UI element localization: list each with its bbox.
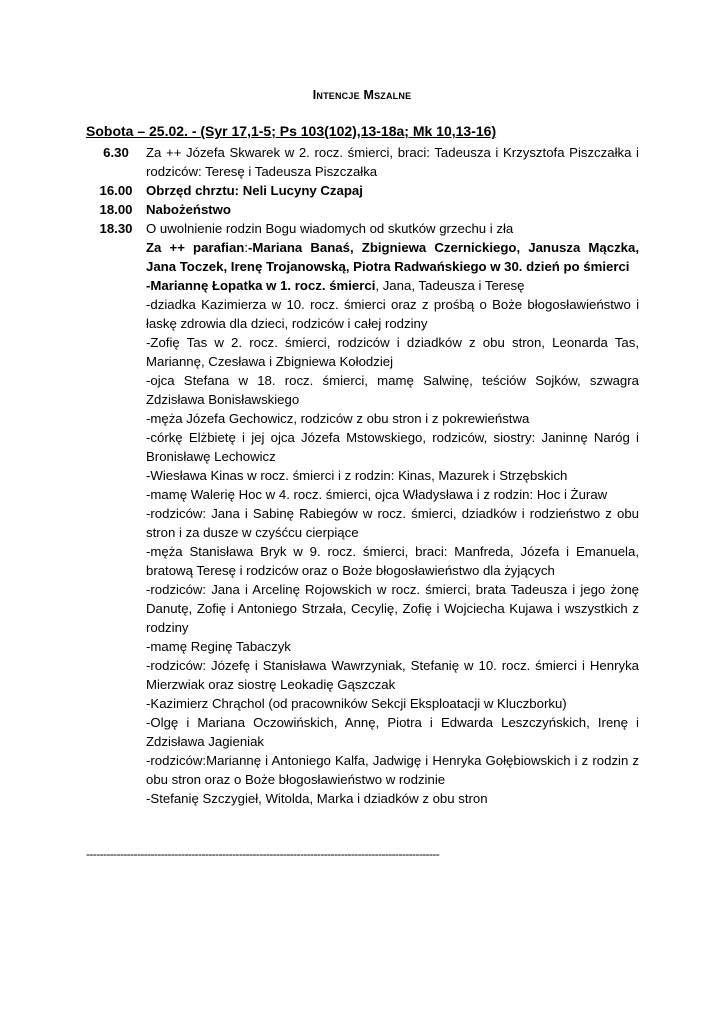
intention-item: -mamę Walerię Hoc w 4. rocz. śmierci, ojca Władysława i z rodzin: Hoc i Żuraw [146, 487, 608, 502]
intention-item: -córkę Elżbietę i jej ojca Józefa Mstowskiego, rodziców, siostry: Janinnę Naróg i Bronisławę Lechowicz [146, 430, 639, 464]
mass-time: 18.00 [99, 202, 133, 217]
mass-time: 18.30 [99, 221, 133, 236]
intention-entry [86, 143, 639, 181]
intention-item: -Stefanię Szczygieł, Witolda, Marka i dziadków z obu stron [146, 791, 488, 806]
intention-item: -męża Stanisława Bryk w 9. rocz. śmierci, braci: Manfreda, Józefa i Emanuela, bratową Teresę i rodziców oraz o Boże błogosławieństwo dla żyjących [146, 544, 639, 578]
intention-item [146, 276, 639, 295]
document-title [0, 88, 724, 102]
intention-item: -Kazimierz Chrąchol (od pracowników Sekcji Eksploatacji w Kluczborku) [146, 696, 567, 711]
mass-time: 16.00 [99, 183, 133, 198]
intention-item: -Zofię Tas w 2. rocz. śmierci, rodziców i dziadków z obu stron, Leonarda Tas, Mariannę, Czesława i Zbigniewa Kołodziej [146, 335, 639, 369]
intention-text: Obrzęd chrztu: Neli Lucyny Czapaj [146, 183, 363, 198]
intention-item: -Wiesława Kinas w rocz. śmierci i z rodzin: Kinas, Mazurek i Strzębskich [146, 468, 568, 483]
section-separator: -------------------------------------------------------------------------------------------------------- [86, 847, 440, 861]
intention-item: -męża Józefa Gechowicz, rodziców z obu stron i z pokrewieństwa [146, 411, 530, 426]
intention-item: -dziadka Kazimierza w 10. rocz. śmierci oraz z prośbą o Boże błogosławieństwo i łaskę zdrowia dla dzieci, rodziców i całej rodziny [146, 297, 639, 331]
intention-entry [86, 219, 639, 808]
intention-item-bold: -Mariannę Łopatka w 1. rocz. śmierci [146, 278, 376, 293]
intention-item: -rodziców: Jana i Sabinę Rabiegów w rocz. śmierci, dziadków i rodzieństwo z obu stron i za dusze w czyśćcu cierpiące [146, 506, 639, 540]
parish-intention-names: -Mariana Banaś, Zbigniewa Czernickiego, Janusza Mączka, Jana Toczek, Irenę Trojanowską, Piotra Radwańskiego w 30. dzień po śmierci [146, 240, 640, 274]
intention-item: -rodziców: Józefę i Stanisława Wawrzyniak, Stefanię w 10. rocz. śmierci i Henryka Mierzwiak oraz siostrę Leokadię Gąszczak [146, 658, 639, 692]
intention-item-rest: , Jana, Tadeusza i Teresę [375, 278, 525, 293]
intention-entry [86, 200, 639, 219]
intention-intro: O uwolnienie rodzin Bogu wiadomych od skutków grzechu i zła [146, 221, 514, 236]
intention-item: -rodziców: Jana i Arcelinę Rojowskich w rocz. śmierci, brata Tadeusza i jego żonę Danutę, Zofię i Antoniego Strzała, Cecylię, Zofię i Wojciecha Kujawa i wszystkich z rodziny [146, 582, 639, 635]
intention-entry [86, 181, 639, 200]
mass-intentions-list [86, 143, 639, 808]
intention-item: -ojca Stefana w 18. rocz. śmierci, mamę Salwinę, teściów Sojków, szwagra Zdzisława Bonisławskiego [146, 373, 639, 407]
mass-time: 6.30 [103, 145, 129, 160]
intention-text: Za ++ Józefa Skwarek w 2. rocz. śmierci, braci: Tadeusza i Krzysztofa Piszczałka i rodziców: Teresę i Tadeusza Piszczałka [146, 145, 639, 179]
intention-item: -Olgę i Mariana Oczowińskich, Annę, Piotra i Edwarda Leszczyńskich, Irenę i Zdzisława Jagieniak [146, 715, 639, 749]
document-title-text: Intencje Mszalne [312, 88, 412, 102]
intention-item: -rodziców:Mariannę i Antoniego Kalfa, Jadwigę i Henryka Gołębiowskich i z rodzin z obu stron oraz o Boże błogosławieństwo w rodzinie [146, 753, 639, 787]
parish-intention-colon: : [244, 240, 249, 255]
parish-intention [146, 238, 639, 276]
intention-text: Nabożeństwo [146, 202, 231, 217]
parish-intention-lead: Za ++ parafian [146, 240, 245, 255]
intention-group [146, 219, 639, 808]
intention-item: -mamę Reginę Tabaczyk [146, 639, 291, 654]
day-header: Sobota – 25.02. - (Syr 17,1-5; Ps 103(102),13-18a; Mk 10,13-16) [86, 123, 497, 139]
